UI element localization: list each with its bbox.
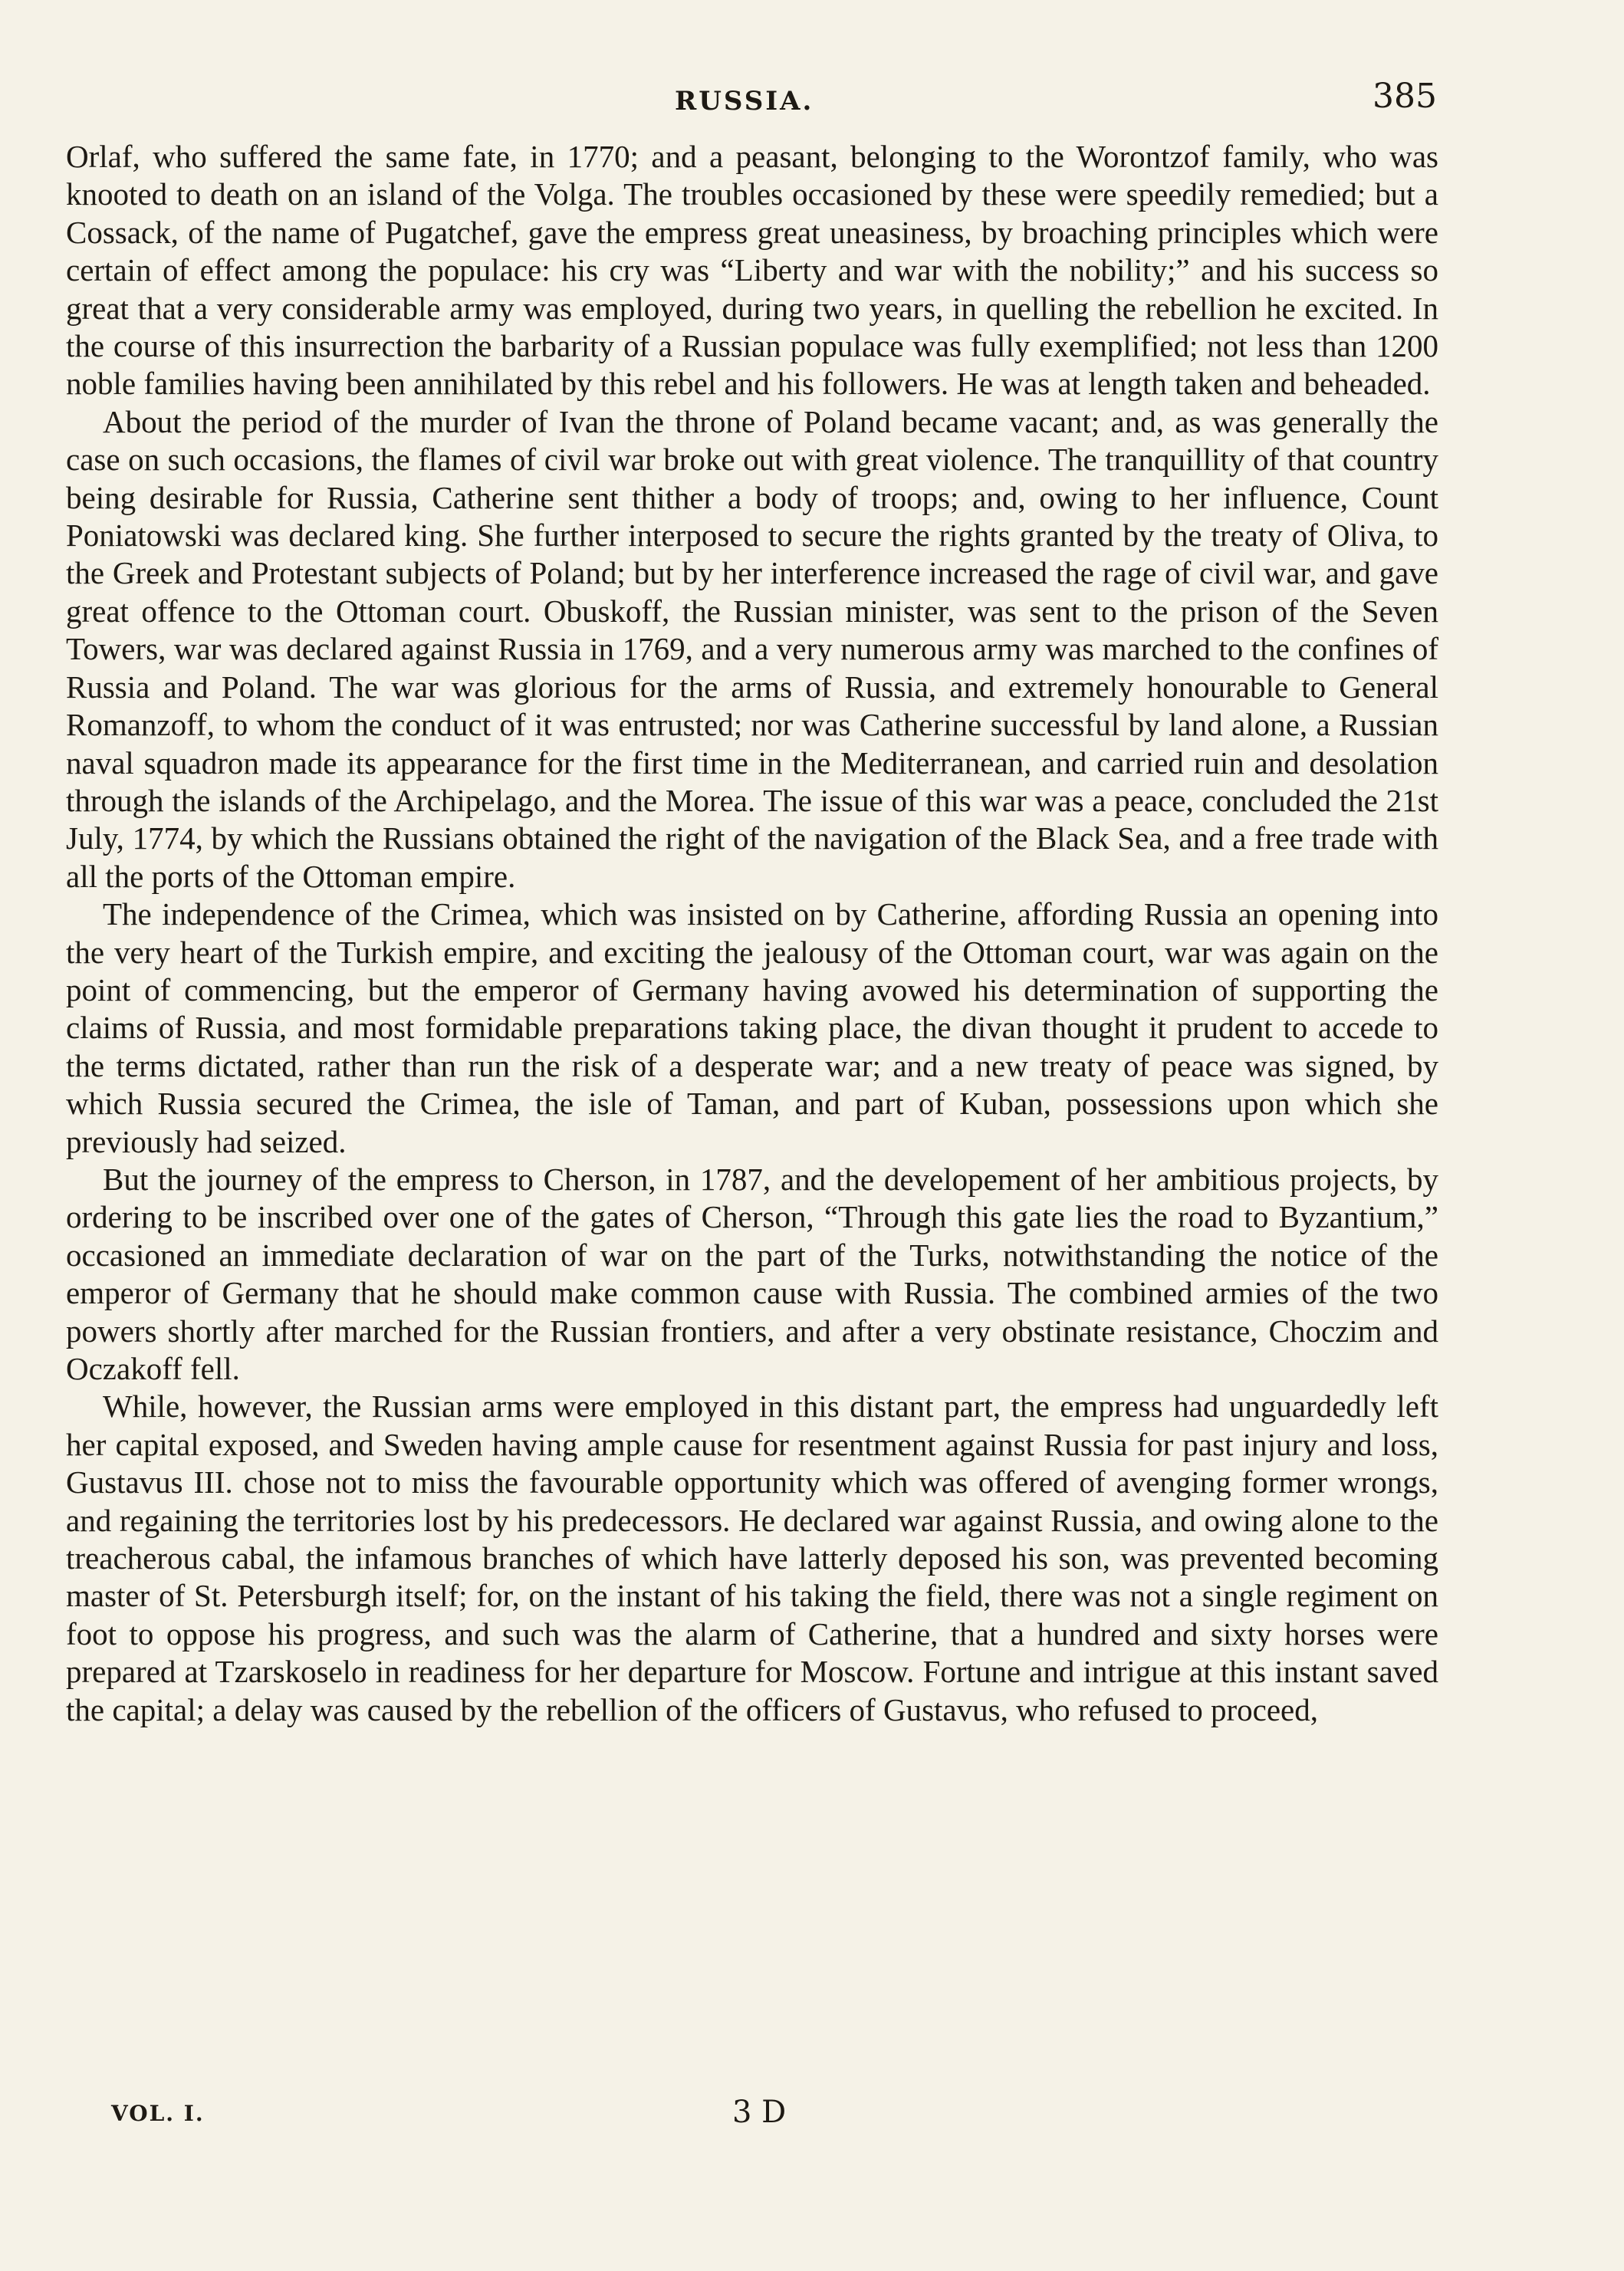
page-header <box>0 77 1624 130</box>
running-title: RUSSIA. <box>675 86 814 117</box>
volume-mark: VOL. I. <box>111 2101 205 2126</box>
signature-mark: 3 D <box>732 2095 787 2130</box>
page-footer <box>0 2095 1624 2139</box>
paragraph-crimea: The independence of the Crimea, which was insisted on by Catherine, affording Russia an opening into the very heart of the Turkish empire, and exciting the jealousy of the Ottoman court, war was again on the point of commencing, but the emperor of Germany having avowed his determination of supporting the claims of Russia, and most formidable preparations taking place, the divan thought it prudent to accede to the terms dictated, rather than run the risk of a desperate war; and a new treaty of peace was signed, by which Russia secured the Crimea, the isle of Taman, and part of Kuban, possessions upon which she previously had seized. <box>66 896 1438 1159</box>
page-number: 385 <box>1373 77 1437 116</box>
paragraph-cherson: But the journey of the empress to Cherson, in 1787, and the developement of her ambitious projects, by ordering to be inscribed over one of the gates of Cherson, “Through this gate lies the road to Byzantium,” occasioned an immediate declaration of war on the part of the Turks, notwithstanding the notice of the emperor of Germany that he should make common cause with Russia. The combined armies of the two powers shortly after marched for the Russian frontiers, and after a very obstinate resistance, Choczim and Oczakoff fell. <box>66 1161 1438 1386</box>
paragraph-continuation: Orlaf, who suffered the same fate, in 1770; and a peasant, belonging to the Worontzof family, who was knooted to death on an island of the Volga. The troubles occasioned by these were speedily remedied; but a Cossack, of the name of Pugatchef, gave the empress great uneasiness, by broaching principles which were certain of effect among the populace: his cry was “Liberty and war with the nobility;” and his success so great that a very considerable army was employed, during two years, in quelling the rebellion he excited. In the course of this insurrection the barbarity of a Russian populace was fully exemplified; not less than 1200 noble families having been annihilated by this rebel and his followers. He was at length taken and beheaded. <box>66 139 1438 402</box>
body-text <box>66 138 1438 1729</box>
paragraph-poland: About the period of the murder of Ivan the throne of Poland became vacant; and, as was generally the case on such occasions, the flames of civil war broke out with great violence. The tranquillity of that country being desirable for Russia, Catherine sent thither a body of troops; and, owing to her influence, Count Poniatowski was declared king. She further interposed to secure the rights granted by the treaty of Oliva, to the Greek and Protestant subjects of Poland; but by her interference increased the rage of civil war, and gave great offence to the Ottoman court. Obuskoff, the Russian minister, was sent to the prison of the Seven Towers, war was declared against Russia in 1769, and a very numerous army was marched to the confines of Russia and Poland. The war was glorious for the arms of Russia, and extremely honourable to General Romanzoff, to whom the conduct of it was entrusted; nor was Catherine successful by land alone, a Russian naval squadron made its appearance for the first time in the Mediterranean, and carried ruin and desolation through the islands of the Archipelago, and the Morea. The issue of this war was a peace, concluded the 21st July, 1774, by which the Russians obtained the right of the navigation of the Black Sea, and a free trade with all the ports of the Ottoman empire. <box>66 403 1438 894</box>
paragraph-sweden: While, however, the Russian arms were employed in this distant part, the empress had unguardedly left her capital exposed, and Sweden having ample cause for resentment against Russia for past injury and loss, Gustavus III. chose not to miss the favourable opportunity which was offered of avenging former wrongs, and regaining the territories lost by his predecessors. He declared war against Russia, and owing alone to the treacherous cabal, the infamous branches of which have latterly deposed his son, was prevented becoming master of St. Petersburgh itself; for, on the instant of his taking the field, there was not a single regiment on foot to oppose his progress, and such was the alarm of Catherine, that a hundred and sixty horses were prepared at Tzarskoselo in readiness for her departure for Moscow. Fortune and intrigue at this instant saved the capital; a delay was caused by the rebellion of the officers of Gustavus, who refused to proceed, <box>66 1389 1438 1727</box>
